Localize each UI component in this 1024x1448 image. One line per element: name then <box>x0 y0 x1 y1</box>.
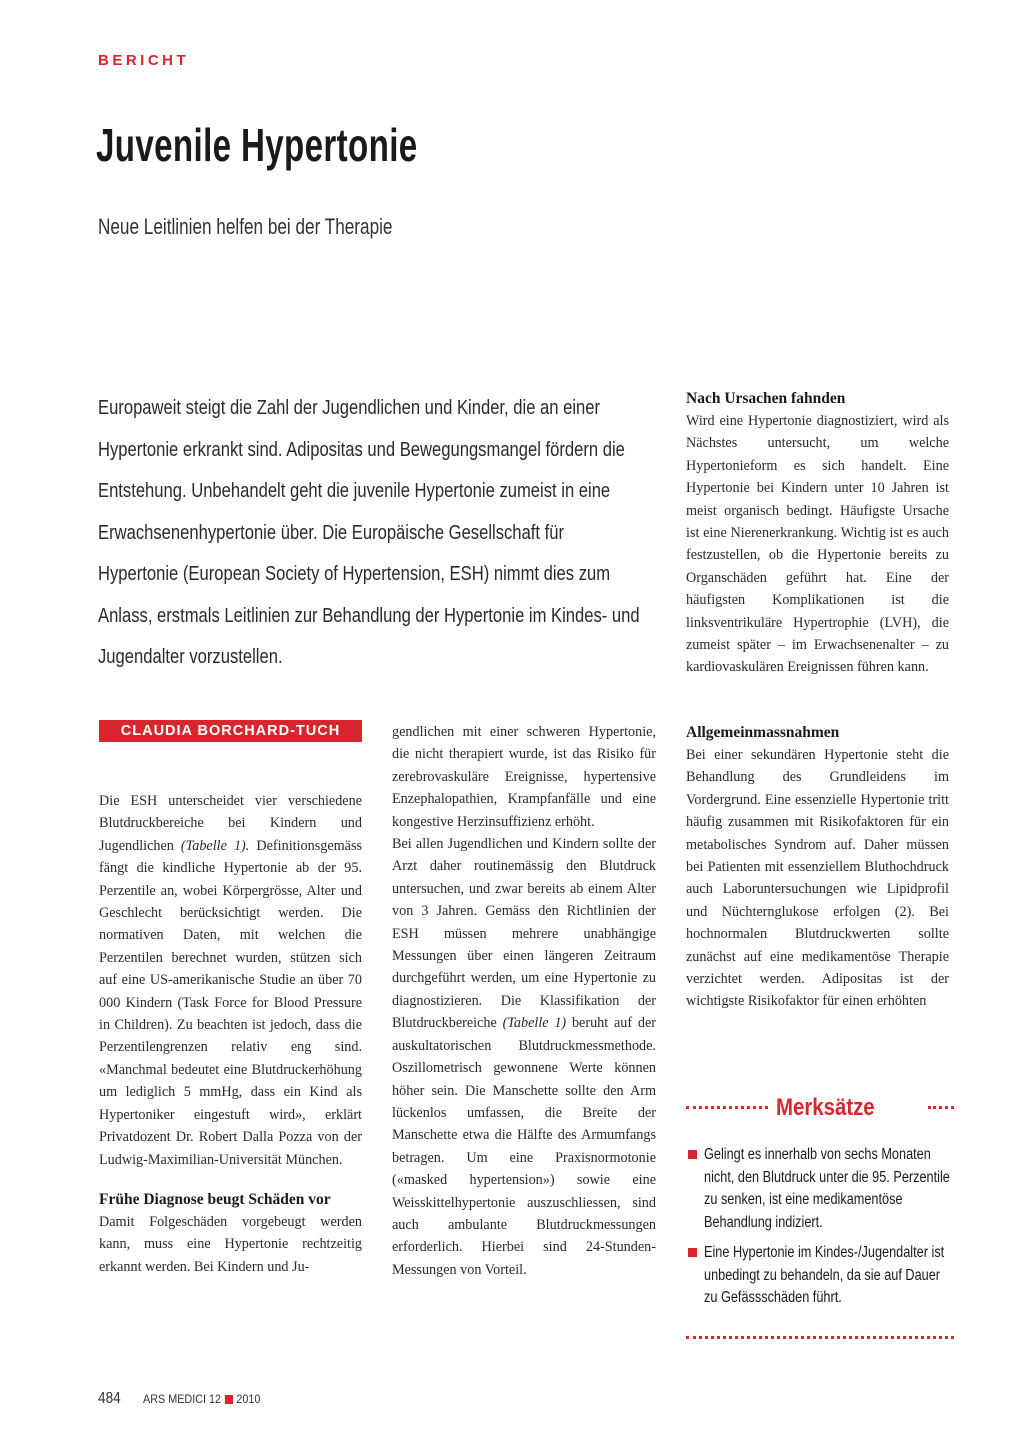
square-separator-icon <box>225 1395 233 1404</box>
lead-text: Europaweit steigt die Zahl der Jugendlichen und Kinder, die an einer Hypertonie erkrankt sind. Adipositas und Bewegungsmangel fördern die Entstehung. Unbehandelt geht die juvenile Hypertonie zumeist in eine Erwachsenenhypertonie über. Die Europäische Gesellschaft für Hypertonie (European Society of Hypertension, ESH) nimmt dies zum Anlass, erstmals Leitlinien zur Behandlung der Hypertonie im Kindes- und Jugendalter vorzustellen. <box>98 397 640 668</box>
square-bullet-icon <box>688 1248 697 1257</box>
section-label: BERICHT <box>98 52 190 69</box>
page-footer <box>98 1390 274 1408</box>
column-2 <box>392 721 656 1281</box>
paragraph: Wird eine Hypertonie diagnostiziert, wird als Nächstes untersucht, um welche Hypertonieform es sich handelt. Eine Hypertonie bei Kindern unter 10 Jahren ist meist organisch bedingt. Häufigste Ursache ist eine Nierenerkrankung. Wichtig ist es auch festzustellen, ob die Hypertonie bereits zu Organschäden geführt hat. Eine der häufigsten Komplikationen ist die linksventrikuläre Hypertrophie (LVH), die zumeist später – im Erwachsenenalter – zu kardiovaskulären Ereignissen führen kann. <box>686 413 949 676</box>
merksaetze-title: Merksätze <box>776 1094 875 1121</box>
text: Die ESH unterscheidet vier verschiedene Blutdruckbereiche bei Kindern und Jugendlichen <box>99 793 362 854</box>
author-bar: CLAUDIA BORCHARD-TUCH <box>99 720 362 742</box>
subheading: Frühe Diagnose beugt Schäden vor <box>99 1190 331 1208</box>
paragraph: Bei einer sekundären Hypertonie steht die Behandlung des Grundleidens im Vordergrund. Eine essenzielle Hypertonie tritt häufig zusammen mit Risikofaktoren für ein metabolisches Syndrom auf. Daher müssen bei Patienten mit essenziellem Bluthochdruck auch Laboruntersuchungen wie Lipidprofil und Nüchternglukose erfolgen (2). Bei hochnormalen Blutdruckwerten sollte zunächst auf eine medikamentöse Therapie verzichtet werden. Adipositas ist der wichtigste Risikofaktor für einen erhöhten <box>686 747 949 1010</box>
subheading: Nach Ursachen fahnden <box>686 390 846 407</box>
subheading: Allgemeinmassnahmen <box>686 724 840 741</box>
table-reference: (Tabelle 1). <box>180 837 250 854</box>
column-3-bottom <box>686 722 949 1013</box>
article-title: Juvenile Hypertonie <box>96 119 418 171</box>
list-item-text: Gelingt es innerhalb von sechs Monaten nicht, den Blutdruck unter die 95. Perzentile zu senken, ist eine medikamentöse Behandlung indiziert. <box>704 1146 950 1231</box>
merksaetze-header <box>686 1094 954 1124</box>
paragraph: Damit Folgeschäden vorgebeugt werden kann, muss eine Hypertonie rechtzeitig erkannt werden. Bei Kindern und Ju- <box>99 1213 362 1275</box>
article-subtitle: Neue Leitlinien helfen bei der Therapie <box>98 214 393 239</box>
text: Bei allen Jugendlichen und Kindern sollte der Arzt daher routinemässig den Blutdruck untersuchen, und zwar bereits ab einem Alter von 3 Jahren. Gemäss den Richtlinien der ESH müssen mehrere unabhängige Messungen über einen längeren Zeitraum durchgeführt werden, um eine Hypertonie zu diagnostizieren. Die Klassifikation der Blutdruckbereiche <box>392 836 656 1032</box>
square-bullet-icon <box>688 1150 697 1159</box>
dotted-rule <box>686 1106 768 1109</box>
list-item <box>686 1144 954 1234</box>
paragraph <box>392 833 656 1281</box>
journal-name <box>143 1392 260 1406</box>
list-item <box>686 1242 954 1310</box>
text: beruht auf der auskultatorischen Blutdruckmessmethode. Oszillometrisch gewonnene Werte können höher sein. Die Manschette sollte den Arm lückenlos umfassen, die Breite der Manschette etwa die Hälfte des Armumfangs betragen. Um eine Praxisnormotonie («masked hypertension») sowie eine Weisskittelhypertonie auszuschliessen, sind auch ambulante Blutdruckmessungen erforderlich. Hierbei sind 24-Stunden-Messungen von Vorteil. <box>392 1015 657 1278</box>
list-item-text: Eine Hypertonie im Kindes-/Jugendalter ist unbedingt zu behandeln, da sie auf Dauer zu Gefässschäden führt. <box>704 1244 945 1306</box>
paragraph <box>99 790 362 1171</box>
merksaetze-list <box>686 1144 954 1318</box>
dotted-rule <box>928 1106 954 1109</box>
paragraph: gendlichen mit einer schweren Hypertonie, die nicht therapiert wurde, ist das Risiko für zerebrovaskuläre Ereignisse, hypertensive Enzephalopathien, Krampfanfälle und eine kongestive Herzinsuffizienz erhöht. <box>392 724 656 830</box>
lead-paragraph <box>98 388 646 679</box>
text: Definitionsgemäss fängt die kindliche Hypertonie ab der 95. Perzentile an, wobei Körpergrösse, Alter und Geschlecht berücksichtigt werden. Die normativen Daten, mit welchen die Perzentilen berechnet wurden, stützen sich auf eine US-amerikanische Studie an über 70 000 Kindern (Task Force for Blood Pressure in Children). Zu beachten ist jedoch, dass die Perzentilengrenzen relativ eng sind. «Manchmal bedeutet eine Blutdruckerhöhung um lediglich 5 mmHg, dass ein Kind als Hypertoniker eingestuft wird», erklärt Privatdozent Dr. Robert Dalla Pozza von der Ludwig-Maximilian-Universität München. <box>99 837 362 1168</box>
table-reference: (Tabelle 1) <box>502 1015 567 1032</box>
page-number: 484 <box>98 1390 121 1407</box>
column-1 <box>99 790 362 1278</box>
dotted-rule <box>686 1336 954 1339</box>
journal-title: ARS MEDICI 12 <box>143 1392 222 1406</box>
journal-year: 2010 <box>236 1392 261 1406</box>
column-3-top <box>686 388 949 679</box>
